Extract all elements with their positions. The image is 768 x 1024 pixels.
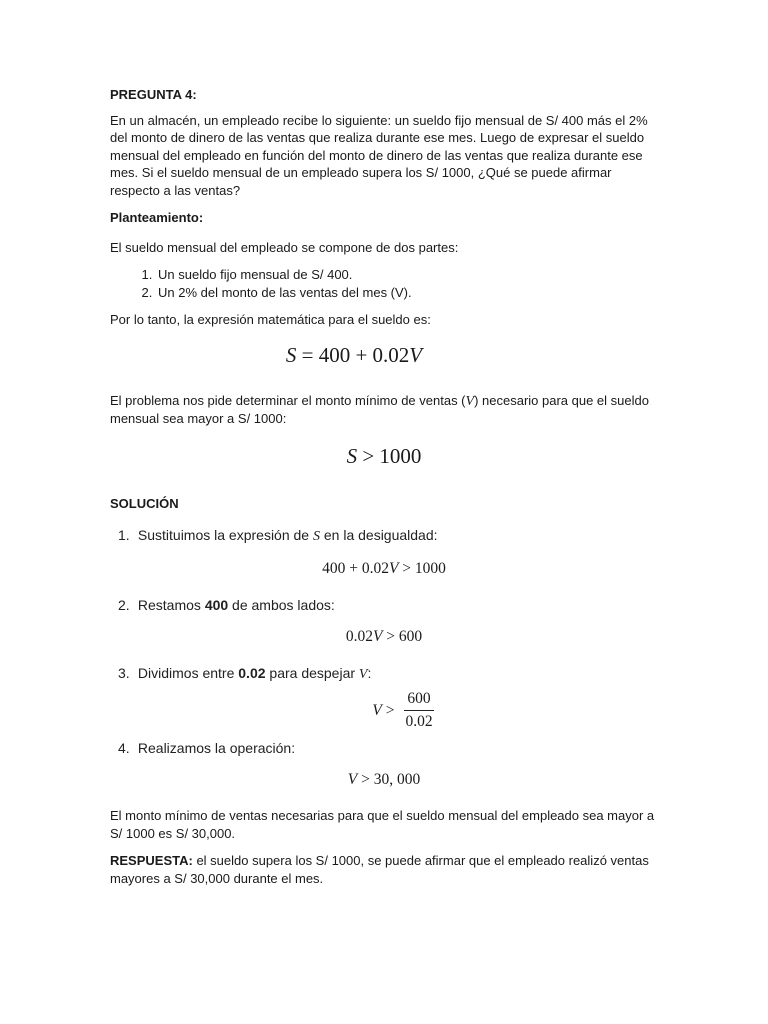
expression-lead: Por lo tanto, la expresión matemática para el sueldo es: (110, 312, 431, 327)
answer-paragraph (110, 852, 658, 887)
conclusion-text: El monto mínimo de ventas necesarias para que el sueldo mensual del empleado sea mayor a S/ 1000 es S/ 30,000. (110, 808, 655, 841)
step-1-equation: 400 + 0.02V > 1000 (322, 560, 446, 577)
fraction: $\frac{600}{0.02}$ (405, 690, 433, 730)
planteamiento-heading: Planteamiento: (110, 210, 204, 225)
planteamiento-intro: El sueldo mensual del empleado se compone de dos partes: (110, 239, 459, 255)
answer-text: el sueldo supera los S/ 1000, se puede afirmar que el empleado realizó ventas mayores a S/ 30,000 durante el mes. (110, 853, 649, 886)
salary-parts-list (110, 266, 658, 301)
problem-statement: El problema nos pide determinar el monto mínimo de ventas (V) necesario para que el sueldo mensual sea mayor a S/ 1000: (110, 392, 649, 426)
answer-label: RESPUESTA: (110, 853, 193, 868)
step-3-equation: V > $\frac{600}{0.02}$ (150, 690, 658, 731)
solution-step-1: 1. Sustituimos la expresión de S en la desigualdad: (118, 527, 438, 544)
list-item: 2. Un 2% del monto de las ventas del mes (V). (156, 284, 658, 302)
eq-operator: = (301, 342, 314, 367)
solution-step-3: 3. Dividimos entre 0.02 para despejar V: (118, 665, 372, 682)
step-2-equation: 0.02V > 600 (345, 628, 423, 645)
solution-step-4: 4. Realizamos la operación: (118, 740, 296, 756)
solution-step-2: 2. Restamos 400 de ambos lados: (118, 597, 335, 613)
eq-var-s: S (285, 342, 297, 367)
question-text: En un almacén, un empleado recibe lo siguiente: un sueldo fijo mensual de S/ 400 más el 2% del monto de dinero de las ventas que realiza durante ese mes. Luego de expresar el sueldo mensual del empleado en función del monto de dinero de las ventas que realiza durante ese mes. Si el sueldo mensual de un empleado supera los S/ 1000, ¿Qué se puede afirmar respecto a las ventas? (110, 112, 648, 198)
inequality-equation: S > 1000 (346, 443, 422, 468)
eq-var-v: V (409, 342, 423, 367)
eq-rhs: 400 + 0.02 (318, 342, 410, 367)
list-item: 1. Un sueldo fijo mensual de S/ 400. (156, 266, 658, 284)
solution-heading: SOLUCIÓN (110, 495, 179, 511)
step-4-equation: V > 30, 000 (347, 771, 421, 788)
question-title: PREGUNTA 4: (110, 87, 197, 102)
salary-equation (50, 343, 658, 368)
